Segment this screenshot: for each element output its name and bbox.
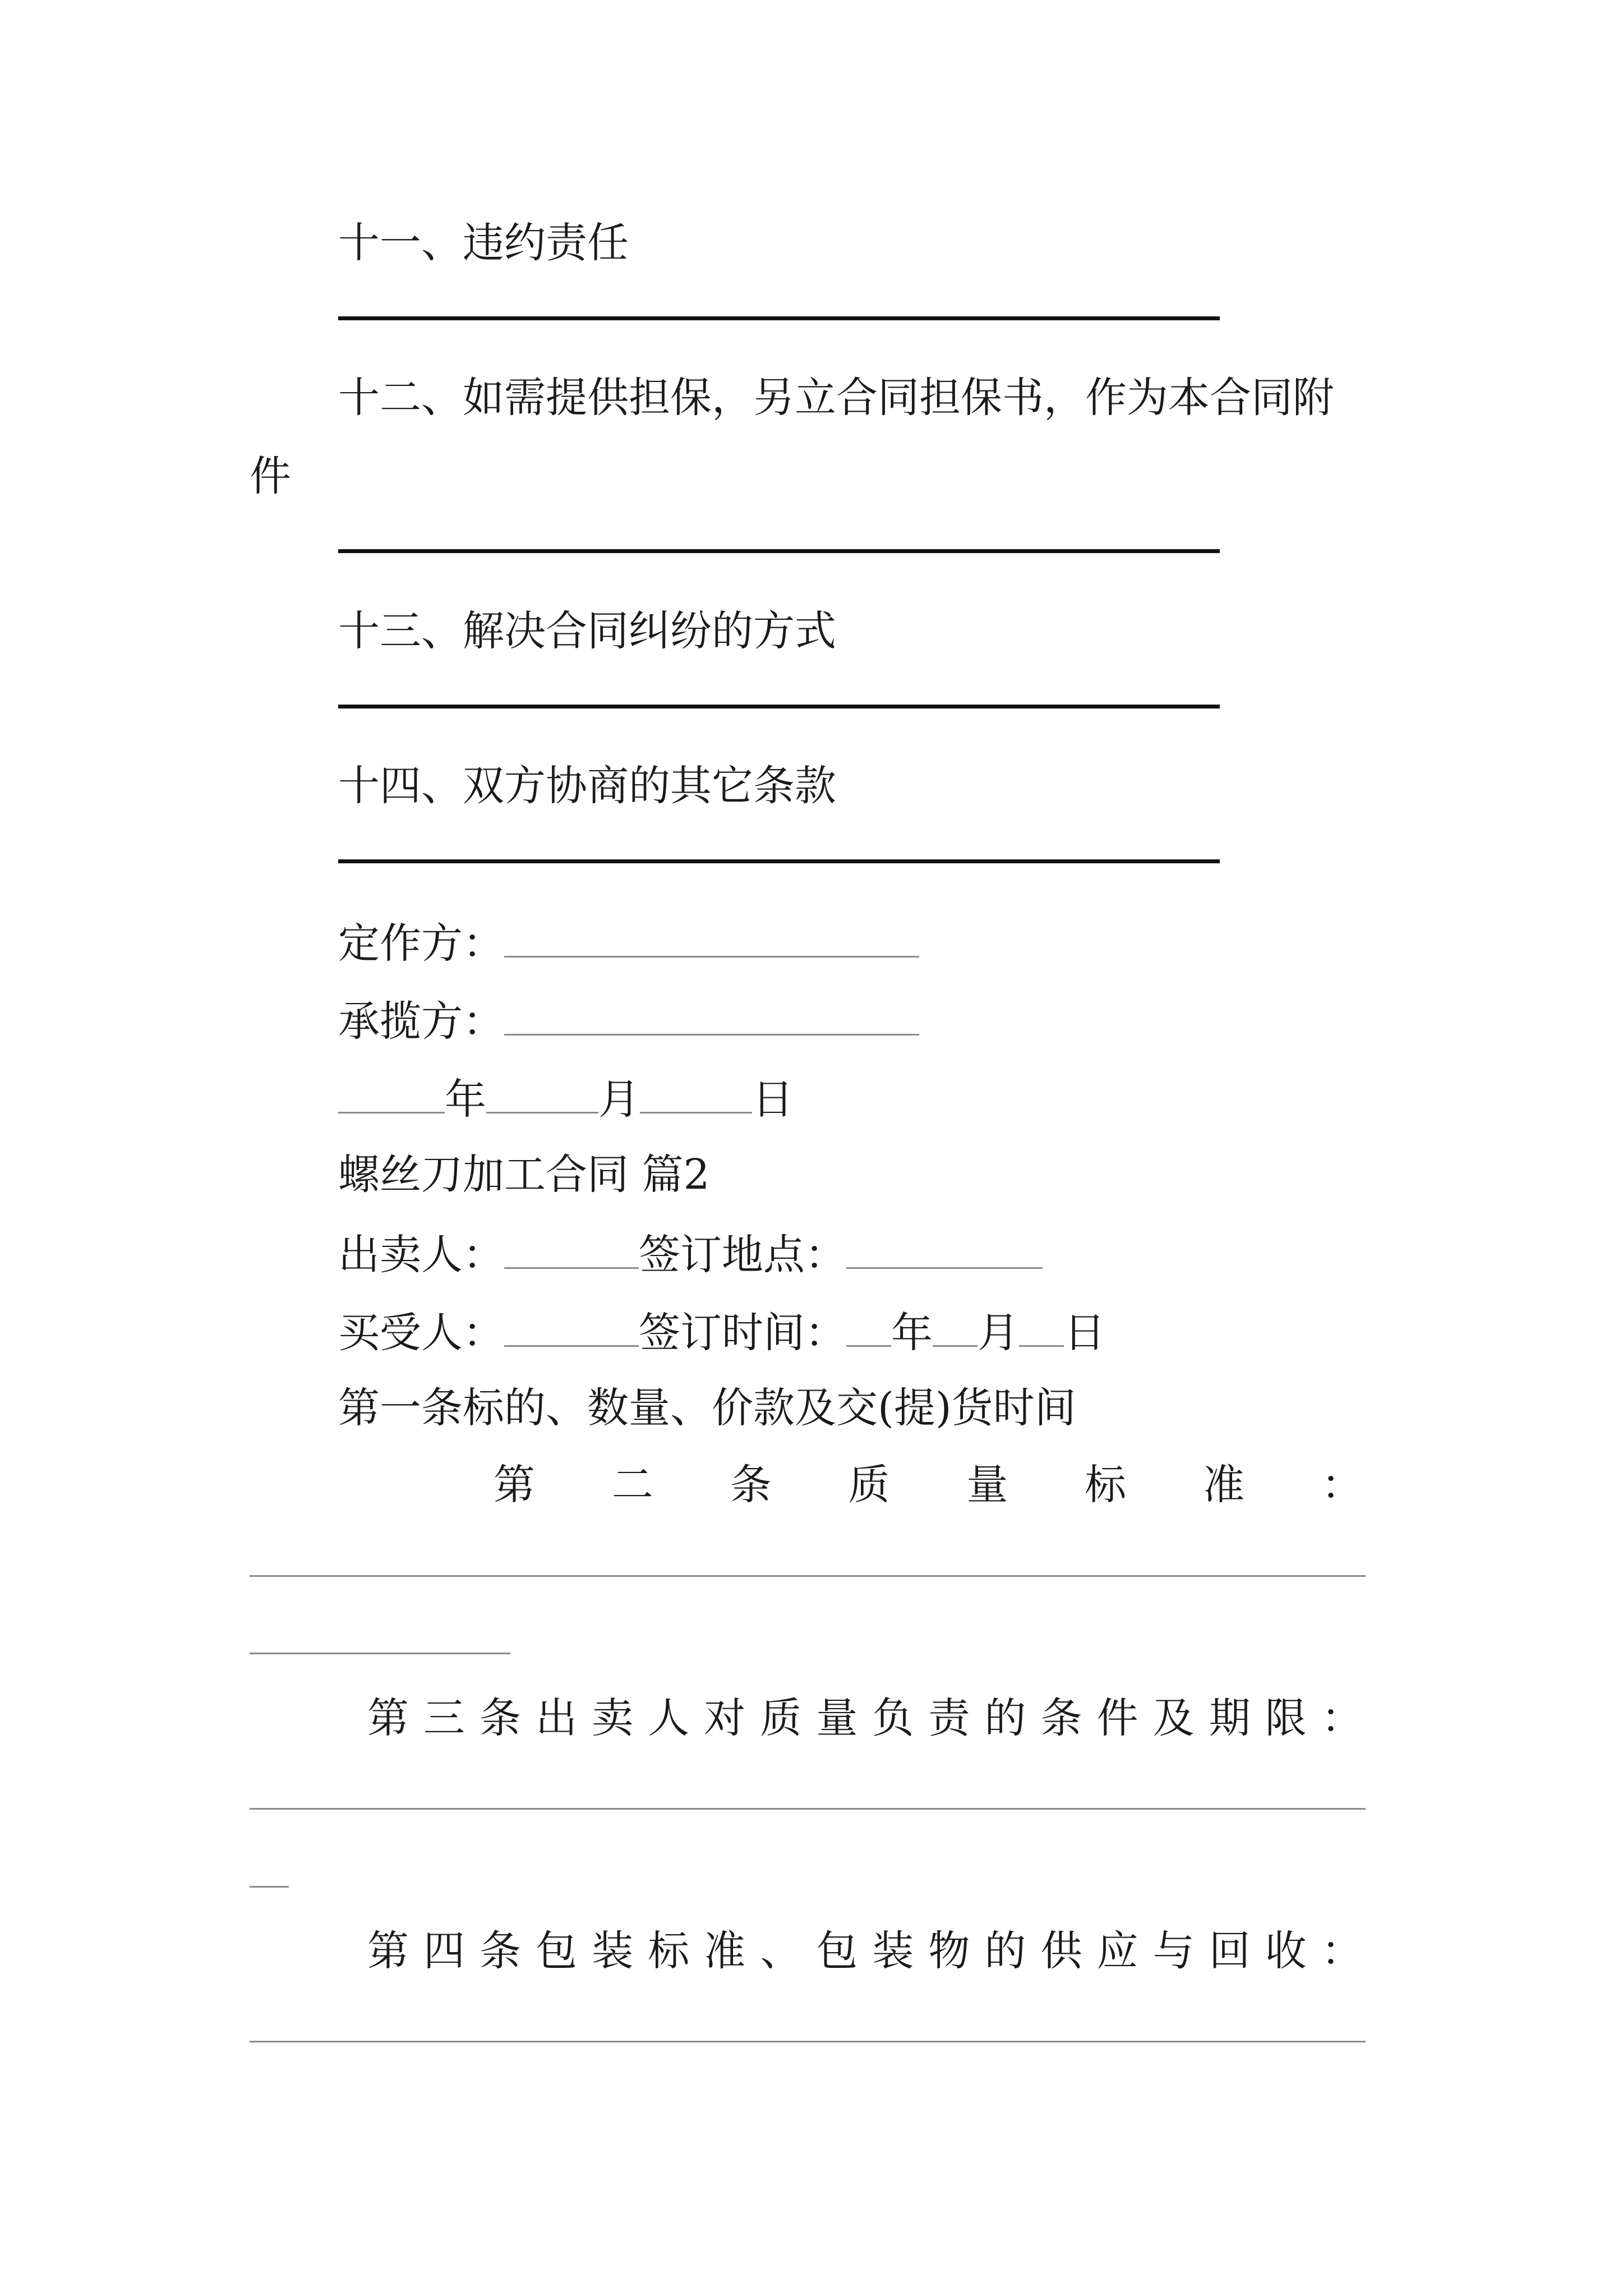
seller-row <box>338 1231 1043 1279</box>
article-3-char: 条 <box>479 1694 522 1742</box>
contractor-label: 承揽方： <box>338 997 504 1046</box>
contractor-blank <box>504 998 919 1036</box>
article-4-char: 收 <box>1265 1927 1307 1975</box>
seller-blank <box>504 1231 639 1269</box>
article-2-char: ： <box>1321 1461 1363 1509</box>
sign-day-blank <box>1019 1309 1064 1347</box>
article-2-char: 标 <box>1085 1461 1127 1509</box>
article-3-char: 负 <box>872 1694 914 1742</box>
article-2-char: 量 <box>966 1461 1008 1509</box>
year-blank <box>338 1076 445 1114</box>
day-blank <box>640 1076 752 1114</box>
article-3-char: 卖 <box>592 1694 634 1742</box>
article-2-char: 条 <box>730 1461 772 1509</box>
sign-place-label: 签订地点： <box>639 1231 846 1279</box>
article-3-char: 件 <box>1096 1694 1138 1742</box>
article-4-heading <box>367 1927 1363 1975</box>
article-2-char: 二 <box>611 1461 653 1509</box>
sign-time-label: 签订时间： <box>639 1309 846 1357</box>
article-2-heading <box>494 1461 1363 1509</box>
article-3-char: 条 <box>1040 1694 1082 1742</box>
article-3-char: 量 <box>816 1694 858 1742</box>
article-3-char: 质 <box>760 1694 802 1742</box>
clause-12-fill-line <box>338 549 1220 553</box>
buyer-label: 买受人： <box>338 1309 504 1357</box>
article-4-char: 与 <box>1152 1927 1195 1975</box>
buyer-blank <box>504 1309 639 1347</box>
article-4-char: 回 <box>1209 1927 1251 1975</box>
article-4-char: 条 <box>479 1927 522 1975</box>
clause-11-heading: 十一、违约责任 <box>338 219 629 267</box>
article-3-char: 第 <box>367 1694 409 1742</box>
sign-month-label: 月 <box>978 1309 1019 1357</box>
article-2-char: 质 <box>848 1461 890 1509</box>
month-blank <box>486 1076 598 1114</box>
article-4-char: 标 <box>648 1927 690 1975</box>
clause-13-fill-line <box>338 705 1220 708</box>
clause-12-heading: 十二、如需提供担保，另立合同担保书，作为本合同附 <box>338 374 1334 422</box>
sign-year-blank <box>846 1309 891 1347</box>
article-4-char: ： <box>1321 1927 1363 1975</box>
article-3-char: 限 <box>1265 1694 1307 1742</box>
sign-place-blank <box>846 1231 1043 1269</box>
contractor-signature-row <box>338 997 919 1046</box>
article-3-char: 的 <box>984 1694 1026 1742</box>
article-4-char: 物 <box>928 1927 970 1975</box>
article-3-char: 人 <box>648 1694 690 1742</box>
clause-14-heading: 十四、双方协商的其它条款 <box>338 762 836 810</box>
article-3-heading <box>367 1694 1363 1742</box>
article-4-char: 四 <box>423 1927 465 1975</box>
clause-12-continuation: 件 <box>250 452 291 500</box>
signature-date-row <box>338 1075 794 1124</box>
article-3-char: 及 <box>1152 1694 1195 1742</box>
orderer-signature-row <box>338 919 919 968</box>
year-label: 年 <box>445 1075 486 1124</box>
article-1: 第一条标的、数量、价款及交(提)货时间 <box>338 1384 1076 1432</box>
part2-title: 螺丝刀加工合同 篇2 <box>338 1151 710 1199</box>
article-4-char: 的 <box>984 1927 1026 1975</box>
article-2-char: 第 <box>494 1461 535 1509</box>
day-label: 日 <box>752 1075 794 1124</box>
article-3-fill-line-1 <box>250 1808 1366 1810</box>
article-4-char: 包 <box>816 1927 858 1975</box>
article-3-fill-line-2 <box>250 1886 289 1888</box>
article-4-char: 准 <box>704 1927 746 1975</box>
article-2-char: 准 <box>1203 1461 1245 1509</box>
article-4-char: 装 <box>592 1927 634 1975</box>
sign-day-label: 日 <box>1064 1309 1105 1357</box>
article-3-char: 责 <box>928 1694 970 1742</box>
article-4-fill-line-1 <box>250 2041 1366 2042</box>
article-4-char: 应 <box>1096 1927 1138 1975</box>
article-4-char: 、 <box>760 1927 802 1975</box>
article-3-char: 期 <box>1209 1694 1251 1742</box>
article-4-char: 包 <box>536 1927 578 1975</box>
article-3-char: 三 <box>423 1694 465 1742</box>
orderer-blank <box>504 920 919 958</box>
buyer-row <box>338 1309 1105 1357</box>
article-4-char: 供 <box>1040 1927 1082 1975</box>
clause-11-fill-line <box>338 316 1220 320</box>
article-4-char: 第 <box>367 1927 409 1975</box>
article-2-fill-line-1 <box>250 1575 1366 1577</box>
article-2-fill-line-2 <box>250 1653 510 1654</box>
sign-year-label: 年 <box>891 1309 933 1357</box>
article-3-char: ： <box>1321 1694 1363 1742</box>
clause-13-heading: 十三、解决合同纠纷的方式 <box>338 607 836 655</box>
month-label: 月 <box>598 1075 640 1124</box>
seller-label: 出卖人： <box>338 1231 504 1279</box>
sign-month-blank <box>933 1309 978 1347</box>
article-4-char: 装 <box>872 1927 914 1975</box>
clause-14-fill-line <box>338 859 1220 863</box>
article-3-char: 出 <box>536 1694 578 1742</box>
orderer-label: 定作方： <box>338 919 504 968</box>
article-3-char: 对 <box>704 1694 746 1742</box>
